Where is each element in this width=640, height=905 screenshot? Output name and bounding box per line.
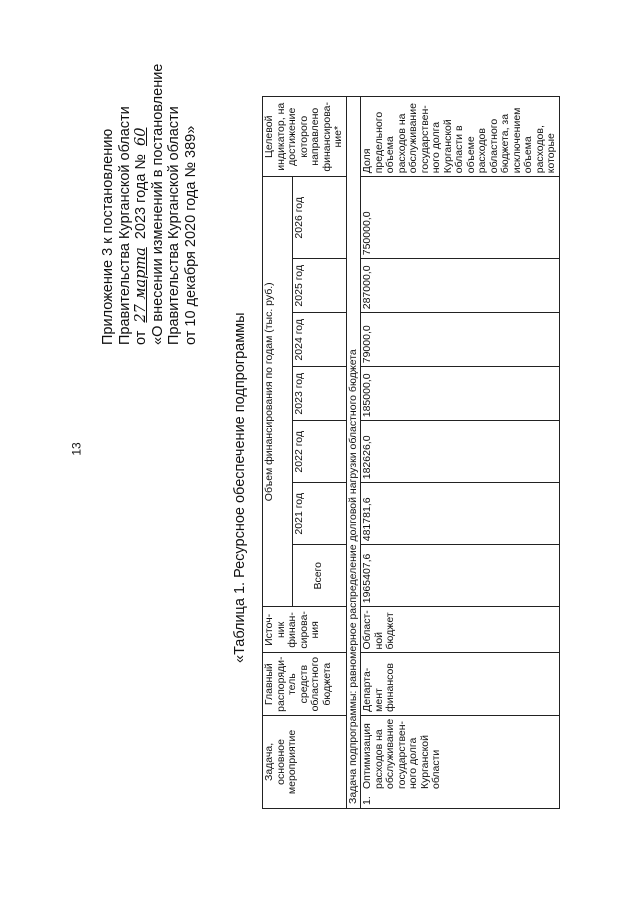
col-task: Задача, основное мероприятие — [263, 715, 347, 808]
col-2025: 2025 год — [292, 259, 346, 313]
table-title: «Таблица 1. Ресурсное обеспечение подпрограммы — [232, 312, 248, 663]
row-2021: 481781,6 — [361, 483, 560, 545]
col-volume: Объем финансирования по годам (тыс. руб.) — [263, 177, 293, 607]
row-2025: 287000,0 — [361, 259, 560, 313]
col-indicator: Целевой индикатор, на достижение которого направлено финансирова-ние* — [263, 97, 347, 177]
col-2021: 2021 год — [292, 483, 346, 545]
handwritten-date: 27 марта — [133, 247, 149, 323]
row-2024: 79000,0 — [361, 313, 560, 367]
row-source: Област-ной бюджет — [361, 607, 560, 653]
row-2026: 750000,0 — [361, 177, 560, 259]
header-line-4: «О внесении изменений в постановление — [149, 63, 166, 345]
row-task: Оптимизация расходов на обслуживание государствен-ного долга Курганской области — [361, 718, 442, 789]
header-line-5: Правительства Курганской области — [166, 106, 182, 345]
row-indicator: Доля предельного объема расходов на обслуживание государствен-ного долга Курганской области в объеме расходов областного бюджета, за исключением объема расходов, которые — [361, 97, 560, 177]
col-source: Источ-ник финан-сирова-ния — [263, 607, 347, 653]
header-line-2: Правительства Курганской области — [116, 106, 133, 345]
table-row — [361, 97, 560, 809]
row-2022: 182626,0 — [361, 421, 560, 483]
col-2026: 2026 год — [292, 177, 346, 259]
row-manager: Департа-мент финансов — [361, 653, 560, 715]
row-total: 1965407,6 — [361, 545, 560, 607]
section-label: Задача подпрограммы: равномерное распределение долговой нагрузки областного бюджета — [346, 97, 361, 809]
appendix-header — [100, 25, 199, 345]
col-manager: Главный распоряди-тель средств областного бюджета — [263, 653, 347, 715]
row-task-cell — [361, 715, 560, 808]
section-row — [346, 97, 361, 809]
col-2024: 2024 год — [292, 313, 346, 367]
row-2023: 185000,0 — [361, 367, 560, 421]
page-number: 13 — [69, 442, 84, 456]
resource-table — [262, 96, 560, 809]
row-number: 1. — [361, 796, 373, 805]
header-line-3: от 27 марта 2023 года № 60 — [133, 25, 150, 345]
col-2023: 2023 год — [292, 367, 346, 421]
col-total: Всего — [292, 545, 346, 607]
handwritten-number: 60 — [133, 127, 149, 146]
header-line-6: от 10 декабря 2020 года № 389» — [182, 125, 199, 345]
col-2022: 2022 год — [292, 421, 346, 483]
header-row-1 — [263, 97, 293, 809]
header-line-1: Приложение 3 к постановлению — [100, 128, 116, 345]
